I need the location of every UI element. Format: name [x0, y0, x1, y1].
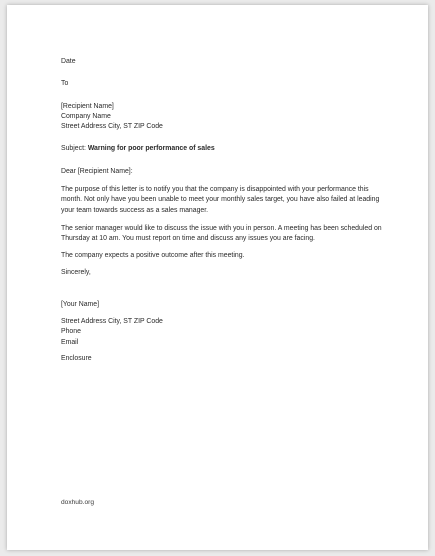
sender-phone: Phone: [61, 328, 81, 336]
sender-email: Email: [61, 338, 79, 346]
subject-line: [61, 144, 388, 154]
to-line: To: [61, 80, 69, 88]
body-paragraph-3: The company expects a positive outcome after this meeting.: [61, 252, 245, 260]
closing: Sincerely,: [61, 268, 91, 276]
subject-text: Warning for poor performance of sales: [87, 145, 215, 153]
sender-name: [Your Name]: [61, 301, 100, 309]
enclosure-line: Enclosure: [61, 355, 92, 363]
recipient-company: Company Name: [61, 112, 111, 120]
date-line: Date: [61, 58, 76, 65]
subject-prefix: Subject:: [61, 145, 88, 153]
body-paragraph-1: The purpose of this letter is to notify you that the company is disappointed with your performance this month. Not only have you been unable to meet your monthly sales target, you have also failed at leading your team towards success as a sales manager.: [61, 186, 380, 214]
sender-address: Street Address City, ST ZIP Code: [61, 317, 163, 325]
sender-address-block: [61, 317, 388, 348]
recipient-address: Street Address City, ST ZIP Code: [61, 123, 163, 131]
salutation: Dear [Recipient Name]:: [61, 167, 133, 175]
recipient-name: [Recipient Name]: [61, 102, 114, 110]
source-footer: doxhub.org: [61, 499, 94, 506]
recipient-address-block: [61, 102, 388, 133]
letter-body: [61, 57, 388, 365]
body-paragraph-2: The senior manager would like to discuss the issue with you in person. A meeting has been scheduled on Thursday at 10 am. You must report on time and discuss any issues you are facing.: [61, 224, 382, 243]
document-page: [7, 5, 428, 550]
